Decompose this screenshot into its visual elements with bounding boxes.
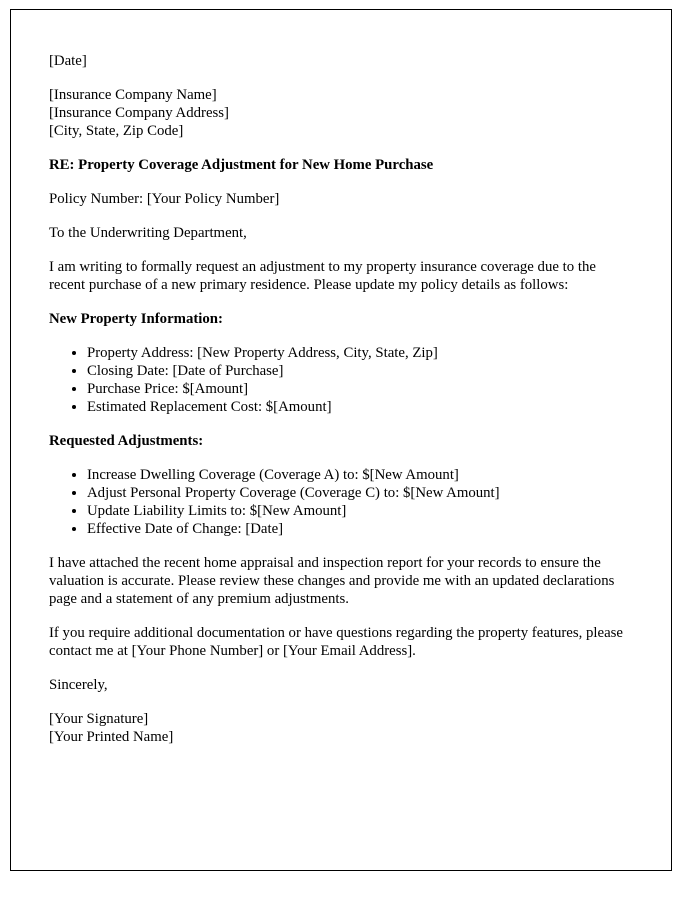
recipient-address-block <box>49 86 633 140</box>
letter-document <box>10 9 672 871</box>
recipient-city-state-zip: [City, State, Zip Code] <box>49 123 184 139</box>
policy-number-line: Policy Number: [Your Policy Number] <box>49 191 280 207</box>
list-item: • Closing Date: [Date of Purchase] <box>87 362 633 380</box>
requested-adjustments-heading: Requested Adjustments: <box>49 433 204 449</box>
list-item: • Property Address: [New Property Address, City, State, Zip] <box>87 344 633 362</box>
list-item: • Update Liability Limits to: $[New Amount] <box>87 502 633 520</box>
list-item: • Effective Date of Change: [Date] <box>87 520 633 538</box>
intro-paragraph: I am writing to formally request an adjustment to my property insurance coverage due to the recent purchase of a new primary residence. Please update my policy details as follows: <box>49 259 596 293</box>
recipient-company-name: [Insurance Company Name] <box>49 87 217 103</box>
printed-name-line: [Your Printed Name] <box>49 729 174 745</box>
attachment-paragraph: I have attached the recent home appraisal and inspection report for your records to ensure the valuation is accurate. Please review these changes and provide me with an updated declarations page and a statement of any premium adjustments. <box>49 555 615 607</box>
list-item: • Purchase Price: $[Amount] <box>87 380 633 398</box>
subject-line: RE: Property Coverage Adjustment for New Home Purchase <box>49 157 434 173</box>
closing-line: Sincerely, <box>49 677 108 693</box>
requested-adjustments-list <box>49 466 633 538</box>
list-item: • Adjust Personal Property Coverage (Coverage C) to: $[New Amount] <box>87 484 633 502</box>
new-property-list <box>49 344 633 416</box>
list-item: • Increase Dwelling Coverage (Coverage A) to: $[New Amount] <box>87 466 633 484</box>
contact-paragraph: If you require additional documentation or have questions regarding the property features, please contact me at [Your Phone Number] or [Your Email Address]. <box>49 625 624 659</box>
list-item: • Estimated Replacement Cost: $[Amount] <box>87 398 633 416</box>
date-line: [Date] <box>49 53 87 69</box>
new-property-heading: New Property Information: <box>49 311 223 327</box>
salutation: To the Underwriting Department, <box>49 225 247 241</box>
signature-line: [Your Signature] <box>49 711 149 727</box>
recipient-company-address: [Insurance Company Address] <box>49 105 229 121</box>
signature-block <box>49 710 633 746</box>
